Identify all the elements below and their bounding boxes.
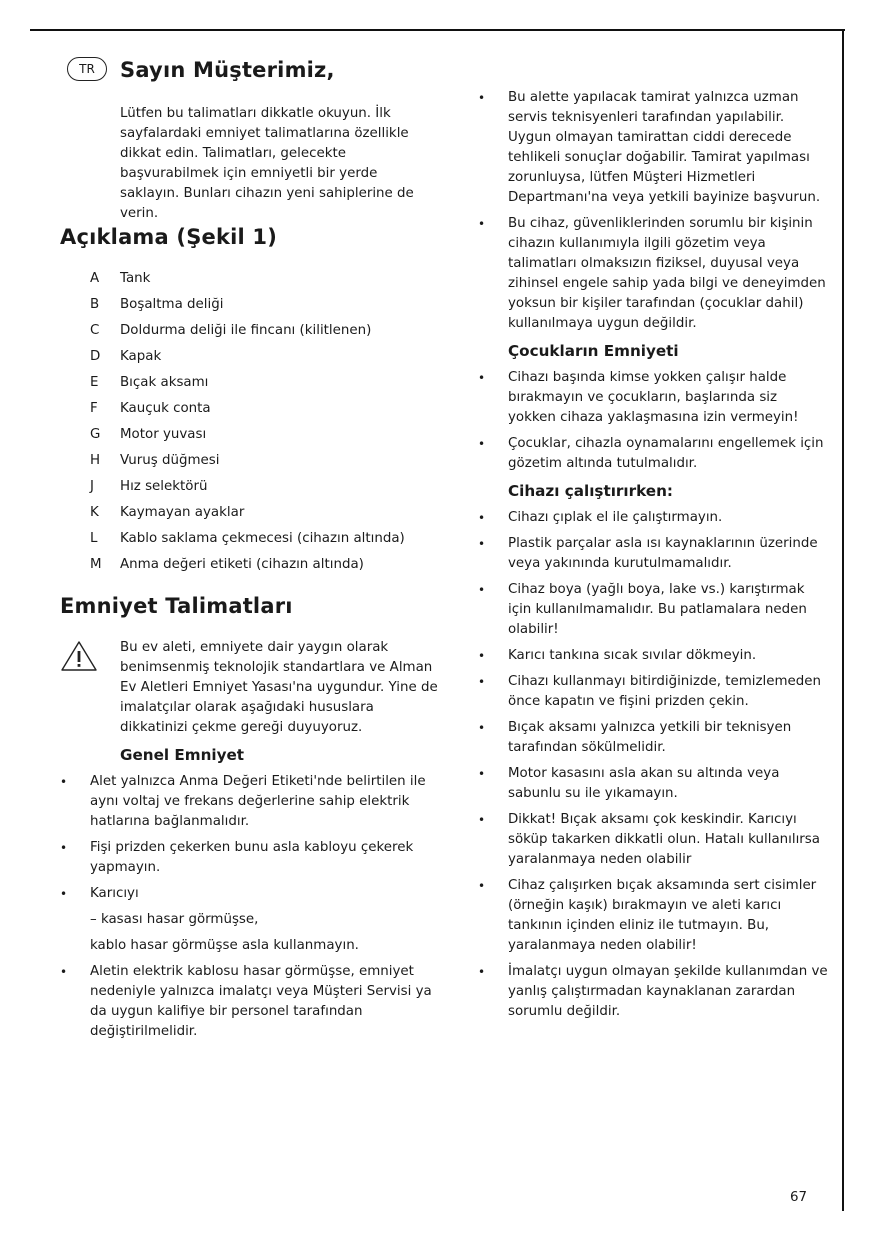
general-safety-list-cont xyxy=(60,962,440,1042)
list-item: • Bu cihaz, güvenliklerinden sorumlu bir kişinin cihazın kullanımıyla ilgili gözetim veya talimatları olmaksızın fiziksel, duyusal veya zihinsel engele sahip yada bilgi ve deneyimden yoksun bir kişiler tarafından (çocuklar dahil) kullanılmaya uygun değildir. xyxy=(478,216,826,331)
bullet-icon: • xyxy=(478,721,486,735)
list-item: • Motor kasasını asla akan su altında veya sabunlu su ile yıkamayın. xyxy=(478,766,780,801)
bullet-icon: • xyxy=(478,767,486,781)
bullet-icon: • xyxy=(478,371,486,385)
part-item: D Kapak xyxy=(90,349,162,364)
part-item: B Boşaltma deliği xyxy=(90,297,224,312)
part-item: A Tank xyxy=(90,271,151,286)
bullet-icon: • xyxy=(478,813,486,827)
bullet-icon: • xyxy=(60,775,68,789)
list-item: • Fişi prizden çekerken bunu asla kabloyu çekerek yapmayın. xyxy=(60,840,414,875)
bullet-icon: • xyxy=(60,965,68,979)
list-item: • Çocuklar, cihazla oynamalarını engellemek için gözetim altında tutulmalıdır. xyxy=(478,436,824,471)
language-badge: TR xyxy=(67,57,107,81)
bullet-icon: • xyxy=(478,879,486,893)
intro-paragraph: Lütfen bu talimatları dikkatle okuyun. İlk sayfalardaki emniyet talimatlarına özellikle dikkat edin. Talimatları, gelecekte başvurabilmek için emniyetli bir yerde saklayın. Bunları cihazın yeni sahiplerine de verin. xyxy=(120,106,414,221)
bullet-icon: • xyxy=(478,91,486,105)
greeting-heading: Sayın Müşterimiz, xyxy=(120,58,335,82)
page-frame-right-rule xyxy=(842,29,844,1211)
list-item-continuation: kablo hasar görmüşse asla kullanmayın. xyxy=(90,938,359,953)
bullet-icon: • xyxy=(478,965,486,979)
part-item: M Anma değeri etiketi (cihazın altında) xyxy=(90,557,364,572)
list-item: • Cihazı kullanmayı bitirdiğinizde, temizlemeden önce kapatın ve fişini prizden çekin. xyxy=(478,674,822,709)
general-safety-section xyxy=(60,744,440,1048)
bullet-icon: • xyxy=(478,583,486,597)
page-number: 67 xyxy=(790,1190,808,1205)
list-item: • Alet yalnızca Anma Değeri Etiketi'nde belirtilen ile aynı voltaj ve frekans değerlerine sahip elektrik hatlarına bağlanmalıdır. xyxy=(60,774,426,829)
list-item: • Dikkat! Bıçak aksamı çok keskindir. Karıcıyı söküp takarken dikkatli olun. Hatalı kullanılırsa yaralanmaya neden olabilir xyxy=(478,812,820,867)
part-item: K Kaymayan ayaklar xyxy=(90,505,245,520)
bullet-icon: • xyxy=(478,537,486,551)
list-item: • Bu alette yapılacak tamirat yalnızca uzman servis teknisyenleri tarafından yapılabilir. Uygun olmayan tamirattan ciddi derecede tehlikeli sonuçlar doğabilir. Tamirat yapılması zorunluysa, lütfen Müşteri Hizmetleri Departmanı'na veya yetkili bayinize başvurun. xyxy=(478,90,821,205)
part-item: H Vuruş düğmesi xyxy=(90,453,220,468)
list-item-continuation: – kasası hasar görmüşse, xyxy=(90,912,259,927)
operation-heading: Cihazı çalıştırırken: xyxy=(508,482,673,500)
part-item: F Kauçuk conta xyxy=(90,401,211,416)
general-safety-heading: Genel Emniyet xyxy=(120,746,245,764)
list-item: • İmalatçı uygun olmayan şekilde kullanımdan ve yanlış çalıştırmadan kaynaklanan zarardan sorumlu değildir. xyxy=(478,964,828,1019)
bullet-icon: • xyxy=(60,841,68,855)
warning-triangle-icon xyxy=(60,640,98,672)
part-item: L Kablo saklama çekmecesi (cihazın altında) xyxy=(90,531,405,546)
list-item: • Cihazı çıplak el ile çalıştırmayın. xyxy=(478,508,828,528)
bullet-icon: • xyxy=(478,675,486,689)
repair-list xyxy=(478,88,828,334)
part-item: G Motor yuvası xyxy=(90,427,207,442)
list-item: • Cihaz çalışırken bıçak aksamında sert cisimler (örneğin kaşık) bırakmayın ve aleti karıcı tankının içinden eliniz ile tutmayın. Bu, yaralanmaya neden olabilir! xyxy=(478,878,817,953)
children-safety-list xyxy=(478,368,828,474)
description-heading: Açıklama (Şekil 1) xyxy=(60,225,278,249)
bullet-icon: • xyxy=(478,511,486,525)
warning-block xyxy=(60,638,440,738)
children-safety-heading: Çocukların Emniyeti xyxy=(508,342,679,360)
page-frame-top-rule xyxy=(30,29,845,31)
bullet-icon: • xyxy=(478,437,486,451)
part-item: C Doldurma deliği ile fincanı (kilitlenen) xyxy=(90,323,372,338)
list-item: • Aletin elektrik kablosu hasar görmüşse, emniyet nedeniyle yalnızca imalatçı veya Müşteri Servisi ya da uygun kalifiye bir personel tarafından değiştirilmelidir. xyxy=(60,964,432,1039)
list-item: • Plastik parçalar asla ısı kaynaklarının üzerinde veya yakınında kurutulmamalıdır. xyxy=(478,536,818,571)
list-item: • Bıçak aksamı yalnızca yetkili bir teknisyen tarafından sökülmelidir. xyxy=(478,720,792,755)
list-item: • Karıcıyı xyxy=(60,884,440,904)
general-safety-list xyxy=(60,772,440,904)
list-item: • Cihazı başında kimse yokken çalışır halde bırakmayın ve çocukların, başlarında siz yokken cihaza yaklaşmasına izin vermeyin! xyxy=(478,370,799,425)
list-item: • Cihaz boya (yağlı boya, lake vs.) karıştırmak için kullanılmamalıdır. Bu patlamalara neden olabilir! xyxy=(478,582,807,637)
part-item: E Bıçak aksamı xyxy=(90,375,209,390)
warning-text: Bu ev aleti, emniyete dair yaygın olarak benimsenmiş teknolojik standartlara ve Alman Ev Aletleri Emniyet Yasası'na uygundur. Yine de imalatçılar olarak aşağıdaki hususlara dikkatinizi çekme gereği duyuyoruz. xyxy=(120,640,438,735)
bullet-icon: • xyxy=(478,649,486,663)
parts-list xyxy=(60,269,440,581)
list-item: • Karıcı tankına sıcak sıvılar dökmeyin. xyxy=(478,646,828,666)
part-item: J Hız selektörü xyxy=(90,479,208,494)
operation-list xyxy=(478,508,828,1022)
bullet-icon: • xyxy=(478,217,486,231)
safety-heading: Emniyet Talimatları xyxy=(60,594,293,618)
bullet-icon: • xyxy=(60,887,68,901)
right-column xyxy=(478,88,828,1028)
